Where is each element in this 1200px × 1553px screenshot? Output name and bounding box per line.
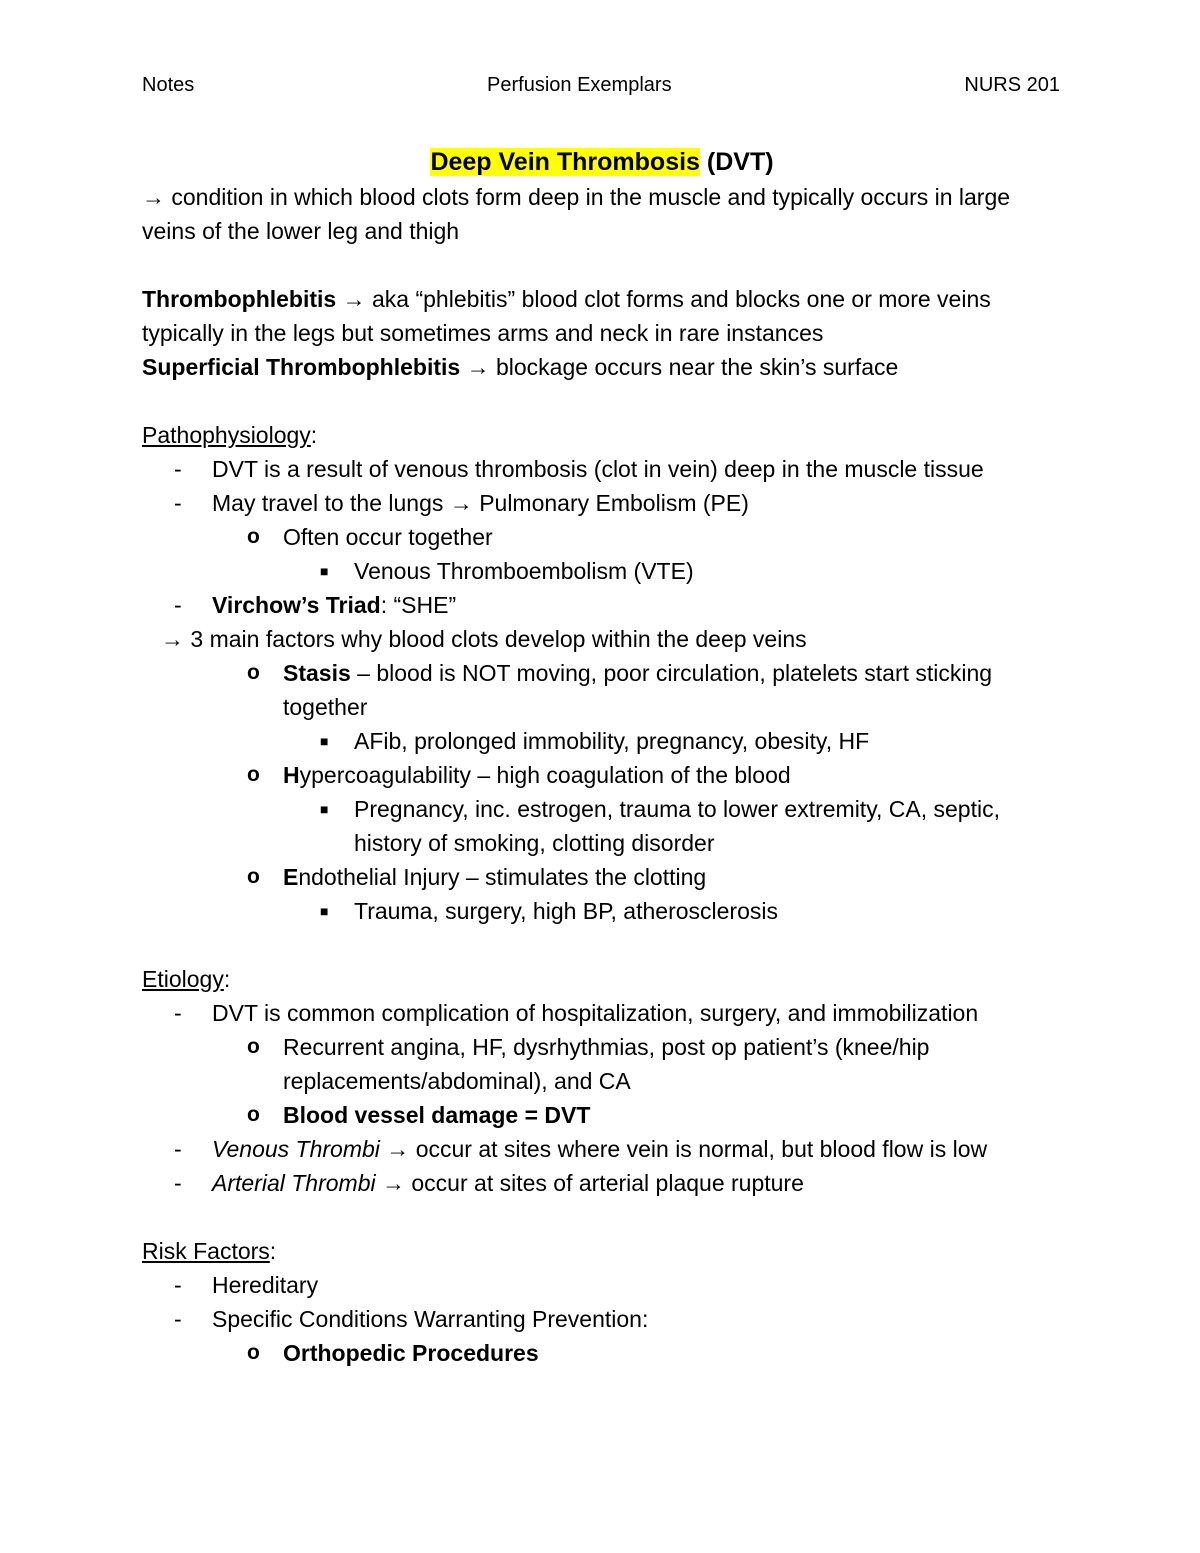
- arrow-icon: →: [466, 354, 490, 380]
- list-item: o Recurrent angina, HF, dysrhythmias, post op patient’s (knee/hip replacements/abdominal), and CA: [142, 1030, 1062, 1098]
- arrow-icon: →: [342, 286, 366, 312]
- list-item: o Often occur together: [142, 520, 1062, 554]
- dash-bullet: -: [174, 1000, 182, 1026]
- circle-bullet: o: [247, 763, 260, 786]
- title-highlight: Deep Vein Thrombosis: [430, 148, 700, 176]
- arrow-icon: →: [449, 490, 473, 516]
- list-item: - Virchow’s Triad: “SHE”: [142, 588, 1062, 622]
- square-bullet: ■: [320, 903, 329, 919]
- section-heading-etiology: Etiology:: [142, 966, 231, 992]
- circle-bullet: o: [247, 525, 260, 548]
- square-bullet: ■: [320, 563, 329, 579]
- dash-bullet: -: [174, 456, 182, 482]
- list-item: → 3 main factors why blood clots develop within the deep veins: [161, 626, 807, 652]
- header-left: Notes: [142, 74, 195, 96]
- list-item: o Endothelial Injury – stimulates the clotting: [142, 860, 1062, 894]
- document-title: [142, 144, 1062, 180]
- circle-bullet: o: [247, 1035, 260, 1058]
- dash-bullet: -: [174, 1136, 182, 1162]
- list-item: ■ Pregnancy, inc. estrogen, trauma to lower extremity, CA, septic, history of smoking, clotting disorder: [142, 792, 1062, 860]
- document-body: [142, 144, 1062, 1370]
- title-abbr: (DVT): [706, 148, 774, 176]
- list-item: - Specific Conditions Warranting Prevention:: [142, 1302, 1062, 1336]
- list-item: - Hereditary: [142, 1268, 1062, 1302]
- list-item: ■ AFib, prolonged immobility, pregnancy, obesity, HF: [142, 724, 1062, 758]
- list-item: - Arterial Thrombi → occur at sites of arterial plaque rupture: [142, 1166, 1062, 1200]
- header-center: Perfusion Exemplars: [487, 74, 672, 96]
- circle-bullet: o: [247, 865, 260, 888]
- header-right: NURS 201: [964, 74, 1060, 96]
- intro-definition: → condition in which blood clots form deep in the muscle and typically occurs in large veins of the lower leg and thigh: [142, 184, 1011, 244]
- list-item: o Hypercoagulability – high coagulation of the blood: [142, 758, 1062, 792]
- dash-bullet: -: [174, 1170, 182, 1196]
- list-item: ■ Venous Thromboembolism (VTE): [142, 554, 1062, 588]
- dash-bullet: -: [174, 1272, 182, 1298]
- list-item: - DVT is common complication of hospitalization, surgery, and immobilization: [142, 996, 1062, 1030]
- section-heading-pathophysiology: Pathophysiology:: [142, 422, 318, 448]
- arrow-icon: →: [386, 1136, 410, 1162]
- list-item: o Blood vessel damage = DVT: [142, 1098, 1062, 1132]
- superficial-definition: Superficial Thrombophlebitis → blockage occurs near the skin’s surface: [142, 354, 899, 380]
- list-item: - Venous Thrombi → occur at sites where vein is normal, but blood flow is low: [142, 1132, 1062, 1166]
- dash-bullet: -: [174, 490, 182, 516]
- square-bullet: ■: [320, 801, 329, 817]
- arrow-icon: →: [161, 626, 184, 652]
- list-item: o Orthopedic Procedures: [142, 1336, 1062, 1370]
- section-heading-risk-factors: Risk Factors:: [142, 1238, 277, 1264]
- circle-bullet: o: [247, 661, 260, 684]
- arrow-icon: →: [142, 184, 165, 210]
- circle-bullet: o: [247, 1103, 260, 1126]
- page-header: [142, 72, 1060, 98]
- circle-bullet: o: [247, 1341, 260, 1364]
- dash-bullet: -: [174, 1306, 182, 1332]
- square-bullet: ■: [320, 733, 329, 749]
- dash-bullet: -: [174, 592, 182, 618]
- arrow-icon: →: [382, 1170, 405, 1196]
- list-item: - May travel to the lungs → Pulmonary Embolism (PE): [142, 486, 1062, 520]
- list-item: o Stasis – blood is NOT moving, poor circulation, platelets start sticking together: [142, 656, 1062, 724]
- list-item: ■ Trauma, surgery, high BP, atherosclerosis: [142, 894, 1062, 928]
- list-item: - DVT is a result of venous thrombosis (clot in vein) deep in the muscle tissue: [142, 452, 1062, 486]
- thrombophlebitis-definition: Thrombophlebitis → aka “phlebitis” blood clot forms and blocks one or more veins typically in the legs but sometimes arms and neck in rare instances: [142, 286, 991, 346]
